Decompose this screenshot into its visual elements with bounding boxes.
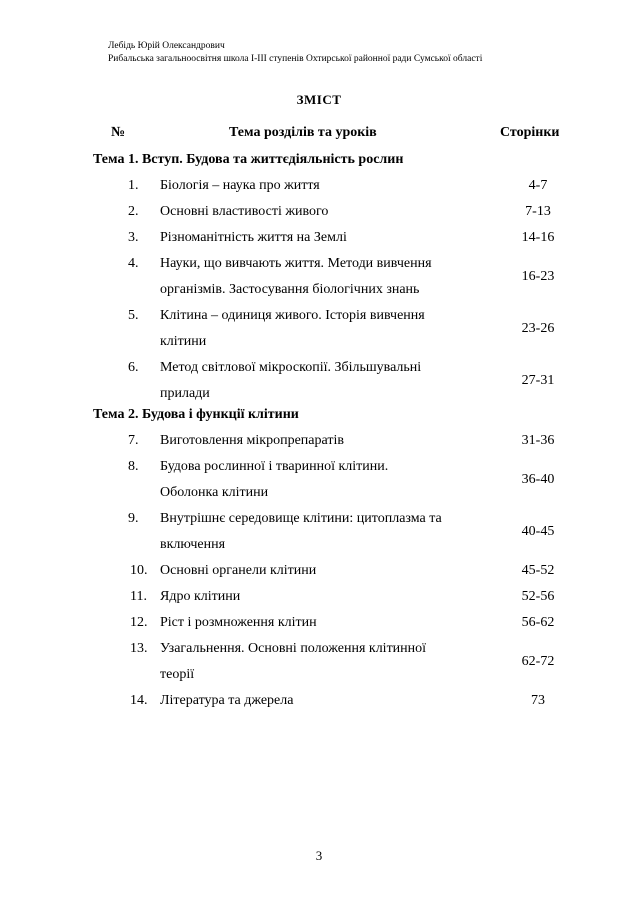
document-title: ЗМІСТ <box>296 92 342 107</box>
entry-title: Ядро клітини <box>160 589 241 604</box>
entry-pages: 52-56 <box>521 589 555 604</box>
entry-title-continued: організмів. Застосування біологічних знань <box>160 282 420 297</box>
column-header-number: № <box>111 125 126 140</box>
entry-pages: 16-23 <box>521 269 555 284</box>
author-name: Лебідь Юрій Олександрович <box>108 41 225 51</box>
entry-number: 7. <box>128 433 139 448</box>
entry-pages: 27-31 <box>521 373 555 388</box>
entry-pages: 7-13 <box>525 204 551 219</box>
school-name: Рибальська загальноосвітня школа І-ІІІ ступенів Охтирської районної ради Сумської області <box>108 54 483 64</box>
entry-pages: 23-26 <box>521 321 555 336</box>
entry-title: Основні органели клітини <box>160 563 317 578</box>
column-header-topic: Тема розділів та уроків <box>229 125 377 140</box>
entry-title: Метод світлової мікроскопії. Збільшувальні <box>160 360 422 375</box>
page-number: 3 <box>315 848 323 863</box>
page-header <box>108 40 482 66</box>
entry-number: 4. <box>128 256 139 271</box>
entry-title-continued: теорії <box>160 667 195 682</box>
entry-title: Виготовлення мікропрепаратів <box>160 433 344 448</box>
entry-pages: 36-40 <box>521 472 555 487</box>
entry-number: 11. <box>130 589 147 604</box>
section-heading: Тема 1. Вступ. Будова та життєдіяльність рослин <box>93 152 404 167</box>
entry-title: Ріст і розмноження клітин <box>160 615 317 630</box>
entry-title: Науки, що вивчають життя. Методи вивчення <box>160 256 432 271</box>
column-header-pages: Сторінки <box>500 125 560 140</box>
entry-title: Клітина – одиниця живого. Історія вивчення <box>160 308 425 323</box>
entry-pages: 31-36 <box>521 433 555 448</box>
entry-pages: 4-7 <box>528 178 548 193</box>
entry-pages: 73 <box>531 693 545 708</box>
entry-number: 6. <box>128 360 139 375</box>
entry-pages: 14-16 <box>521 230 555 245</box>
entry-title-continued: прилади <box>160 386 210 401</box>
entry-pages: 62-72 <box>521 654 555 669</box>
section-heading: Тема 2. Будова і функції клітини <box>93 407 299 422</box>
entry-number: 8. <box>128 459 139 474</box>
entry-title: Різноманітність життя на Землі <box>160 230 347 245</box>
entry-number: 1. <box>128 178 139 193</box>
entry-number: 12. <box>130 615 148 630</box>
entry-title-continued: клітини <box>160 334 207 349</box>
entry-number: 10. <box>130 563 148 578</box>
entry-title: Внутрішнє середовище клітини: цитоплазма та <box>160 511 442 526</box>
entry-title: Узагальнення. Основні положення клітинної <box>160 641 427 656</box>
entry-pages: 56-62 <box>521 615 555 630</box>
entry-title-continued: Оболонка клітини <box>160 485 269 500</box>
entry-number: 3. <box>128 230 139 245</box>
entry-number: 13. <box>130 641 148 656</box>
entry-title: Будова рослинної і тваринної клітини. <box>160 459 389 474</box>
entry-title: Біологія – наука про життя <box>160 178 320 193</box>
entry-number: 2. <box>128 204 139 219</box>
entry-number: 9. <box>128 511 139 526</box>
entry-title: Література та джерела <box>160 693 294 708</box>
entry-pages: 40-45 <box>521 524 555 539</box>
entry-number: 5. <box>128 308 139 323</box>
entry-pages: 45-52 <box>521 563 555 578</box>
entry-title: Основні властивості живого <box>160 204 329 219</box>
entry-number: 14. <box>130 693 148 708</box>
entry-title-continued: включення <box>160 537 226 552</box>
